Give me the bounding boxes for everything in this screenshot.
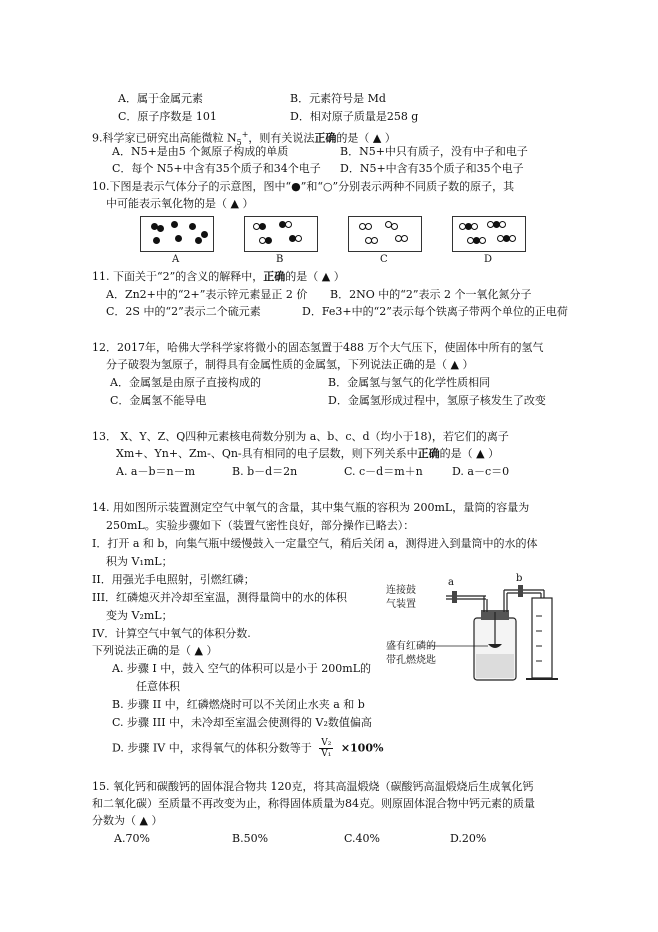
q9-option-d: D．N5+中含有35个质子和35个电子 [340,162,524,175]
q11-stem: 11. 下面关于“2”的含义的解释中，正确的是（ ▲ ） [92,270,345,283]
q13-stem-line1: 13． X、Y、Z、Q四种元素核电荷数分别为 a、b、c、d（均小于18)，若它们的离子 [92,430,509,443]
fig-label-blower-2: 气装置 [386,599,416,610]
q14-step4: IV．计算空气中氧气的体积分数. [92,627,251,640]
q15-option-c: C.40% [344,832,380,845]
q11-option-b: B．2NO 中的“2”表示 2 个一氧化氮分子 [330,288,532,301]
q10-label-a: A [172,254,180,265]
q15-stem-line2: 和二氧化碳）至质量不再改变为止，称得固体质量为84克。则原固体混合物中钙元素的质量 [92,797,535,810]
q14-option-a-line1: A. 步骤 I 中，鼓入 空气的体积可以是小于 200mL的 [112,662,371,675]
q15-option-b: B.50% [232,832,269,845]
fig-label-spoon-2: 带孔燃烧匙 [386,655,436,666]
q14-step3-line1: III．红磷熄灭并冷却至室温，测得量筒中的水的体积 [92,591,348,604]
q8-option-c: C．原子序数是 101 [118,110,217,123]
q11-option-c: C．2S 中的“2”表示二个硫元素 [106,305,261,318]
q12-option-a: A．金属氢是由原子直接构成的 [110,376,261,389]
q15-option-a: A.70% [114,832,150,845]
q15-option-d: D.20% [450,832,487,845]
q15-stem-line1: 15. 氧化钙和碳酸钙的固体混合物共 120克，将其高温煅烧（碳酸钙高温煅烧后生成氧化钙 [92,780,534,793]
q13-option-c: C. c－d＝m＋n [344,465,423,478]
q10-label-b: B [276,254,284,265]
q13-option-d: D. a－c＝0 [452,465,510,478]
q9-stem: 9.科学家已研究出高能微粒 $N_5^+$，则有关说法正确的是（ ▲ ） [92,130,396,147]
q8-option-b: B．元素符号是 Md [290,92,386,105]
q9-option-a: A．N5+是由5 个氮原子构成的单质 [112,145,289,158]
q8-option-a: A．属于金属元素 [118,92,203,105]
q10-box-b [244,216,318,252]
q11-option-a: A．Zn2+中的“2+”表示锌元素显正 2 价 [106,288,308,301]
fig-label-b: b [516,573,523,584]
fig-label-blower-1: 连接鼓 [386,585,416,596]
fig-label-spoon-1: 盛有红磷的 [386,641,436,652]
q14-option-b: B. 步骤 II 中，红磷燃烧时可以不关闭止水夹 a 和 b [112,698,365,711]
q12-option-c: C．金属氢不能导电 [110,394,207,407]
q8-option-d: D．相对原子质量是258 g [290,110,419,123]
q14-step1-line1: I．打开 a 和 b，向集气瓶中缓慢鼓入一定量空气，稍后关闭 a，测得进入到量筒中的水的体 [92,537,538,550]
q12-stem-line1: 12．2017年，哈佛大学科学家将微小的固态氢置于488 万个大气压下，使固体中所有的氢气 [92,341,544,354]
q10-box-a [140,216,214,252]
q14-option-d: D. 步骤 IV 中，求得氧气的体积分数等于 $\frac{\text{V₂}}{\text{V₁}}$ ×100% [112,738,384,759]
q13-stem-line2: Xm+、Yn+、Zm-、Qn-具有相同的电子层数，则下列关系中正确的是（ ▲ ） [116,447,500,460]
fig-label-a: a [448,577,454,588]
q10-box-d [452,216,526,252]
q10-label-c: C [380,254,388,265]
q10-stem-line2: 中可能表示氧化物的是（ ▲ ） [106,197,254,210]
q13-option-a: A. a－b＝n－m [116,465,196,478]
q11-option-d: D．Fe3+中的“2”表示每个铁离子带两个单位的正电荷 [302,305,568,318]
q14-stem-line2: 250mL。实验步骤如下（装置气密性良好，部分操作已略去）： [106,519,415,532]
q14-option-c: C. 步骤 III 中，未冷却至室温会使测得的 V₂数值偏高 [112,716,372,729]
q14-step2: II．用强光手电照射，引燃红磷； [92,573,255,586]
q14-fraction: $\frac{\text{V₂}}{\text{V₁}}$ [321,738,332,759]
q13-option-b: B. b－d＝2n [232,465,298,478]
q12-stem-line2: 分子破裂为氢原子，制得具有金属性质的金属氢，下列说法正确的是（ ▲ ） [106,358,474,371]
q14-step3-line2: 变为 V₂mL； [106,609,173,622]
q12-option-b: B．金属氢与氢气的化学性质相同 [328,376,491,389]
q14-question: 下列说法正确的是（ ▲ ） [92,644,218,657]
q10-stem-line1: 10.下图是表示气体分子的示意图，图中“●”和“○”分别表示两种不同质子数的原子，其 [92,180,515,193]
q14-stem-line1: 14. 用如图所示装置测定空气中氧气的含量，其中集气瓶的容积为 200mL，量筒的容量为 [92,501,530,514]
q12-option-d: D．金属氢形成过程中，氢原子核发生了改变 [328,394,546,407]
q14-step1-line2: 积为 V₁mL； [106,555,173,568]
q14-apparatus-figure [386,573,562,686]
q14-option-a-line2: 任意体积 [136,680,180,693]
q9-option-c: C．每个 N5+中含有35个质子和34个电子 [112,162,321,175]
q10-box-c [348,216,422,252]
q15-stem-line3: 分数为（ ▲ ） [92,814,163,827]
q9-option-b: B．N5+中只有质子，没有中子和电子 [340,145,528,158]
q10-label-d: D [484,254,493,265]
